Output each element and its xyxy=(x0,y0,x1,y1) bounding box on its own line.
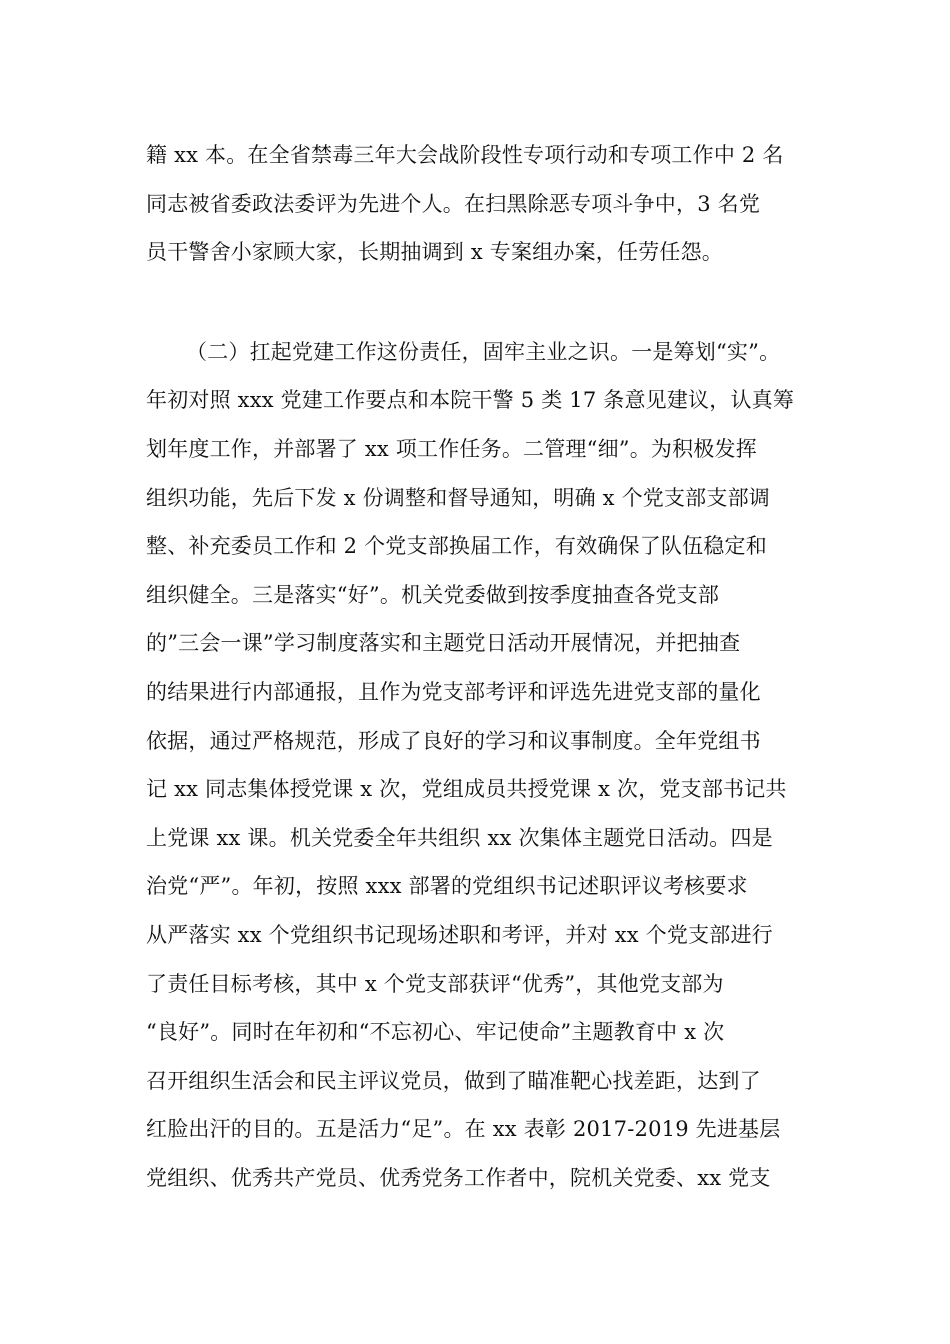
text-line: 从严落实 xx 个党组织书记现场述职和考评，并对 xx 个党支部进行 xyxy=(146,923,773,947)
text-line: 红脸出汗的目的。五是活力“足”。在 xx 表彰 2017-2019 先进基层 xyxy=(146,1117,781,1141)
text-line: 划年度工作，并部署了 xx 项工作任务。二管理“细”。为积极发挥 xyxy=(146,437,757,461)
text-line: 年初对照 xxx 党建工作要点和本院干警 5 类 17 条意见建议，认真筹 xyxy=(146,388,795,412)
text-line: 的结果进行内部通报，且作为党支部考评和评选先进党支部的量化 xyxy=(146,680,761,704)
text-line: 依据，通过严格规范，形成了良好的学习和议事制度。全年党组书 xyxy=(146,729,761,753)
text-line: 了责任目标考核，其中 x 个党支部获评“优秀”，其他党支部为 xyxy=(146,972,724,996)
text-line: 同志被省委政法委评为先进个人。在扫黑除恶专项斗争中，3 名党 xyxy=(146,192,761,216)
text-line: “良好”。同时在年初和“不忘初心、牢记使命”主题教育中 x 次 xyxy=(146,1020,725,1044)
text-line: 召开组织生活会和民主评议党员，做到了瞄准靶心找差距，达到了 xyxy=(146,1069,761,1093)
text-line: 籍 xx 本。在全省禁毒三年大会战阶段性专项行动和专项工作中 2 名 xyxy=(146,143,784,167)
text-line: 治党“严”。年初，按照 xxx 部署的党组织书记述职评议考核要求 xyxy=(146,874,748,898)
text-line: 记 xx 同志集体授党课 x 次，党组成员共授党课 x 次，党支部书记共 xyxy=(146,777,787,801)
text-line: 上党课 xx 课。机关党委全年共组织 xx 次集体主题党日活动。四是 xyxy=(146,826,773,850)
text-line: 员干警舍小家顾大家，长期抽调到 x 专案组办案，任劳任怨。 xyxy=(146,240,723,264)
text-line: 组织功能，先后下发 x 份调整和督导通知，明确 x 个党支部支部调 xyxy=(146,486,770,510)
text-line: 的”三会一课”学习制度落实和主题党日活动开展情况，并把抽查 xyxy=(146,631,741,655)
text-line: 组织健全。三是落实“好”。机关党委做到按季度抽查各党支部 xyxy=(146,583,720,607)
text-line: 整、补充委员工作和 2 个党支部换届工作，有效确保了队伍稳定和 xyxy=(146,534,767,558)
paragraph-heading-line: （二）扛起党建工作这份责任，固牢主业之识。一是筹划“实”。 xyxy=(186,340,781,364)
text-line: 党组织、优秀共产党员、优秀党务工作者中，院机关党委、xx 党支 xyxy=(146,1166,771,1190)
